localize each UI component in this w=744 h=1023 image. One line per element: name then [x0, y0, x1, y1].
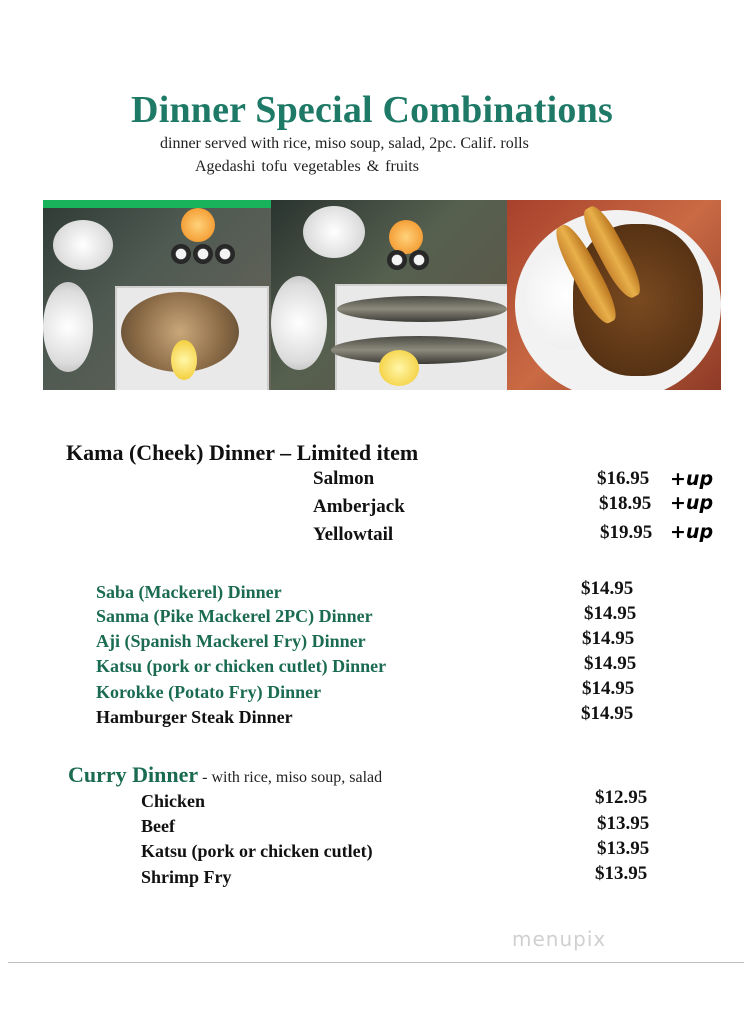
dinner-item-price: $14.95 — [584, 653, 637, 674]
kama-item-name: Yellowtail — [313, 524, 394, 545]
watermark: menupix — [512, 927, 607, 951]
orange-slice — [181, 208, 215, 242]
dinner-item-price: $14.95 — [581, 578, 634, 599]
curry-heading — [68, 762, 382, 788]
photo-curry-dinner — [507, 200, 721, 390]
dinner-item-price: $14.95 — [584, 603, 637, 624]
kama-item-price: $18.95 — [599, 493, 652, 514]
dinner-item-name: Hamburger Steak Dinner — [96, 707, 293, 727]
orange-slice — [389, 220, 423, 254]
kama-item-suffix: +up — [670, 468, 714, 490]
photo-sanma-dinner — [271, 200, 507, 390]
curry-item-price: $13.95 — [597, 813, 650, 834]
page-edge-line — [8, 962, 744, 963]
curry-heading-note: - with rice, miso soup, salad — [198, 769, 383, 786]
dinner-item-name: Sanma (Pike Mackerel 2PC) Dinner — [96, 606, 373, 626]
curry-item-name: Katsu (pork or chicken cutlet) — [141, 841, 373, 861]
rice-bowl — [271, 276, 327, 370]
curry-heading-title: Curry Dinner — [68, 762, 199, 787]
dinner-item-name: Katsu (pork or chicken cutlet) Dinner — [96, 656, 387, 676]
food-photos — [43, 200, 721, 390]
photo-kama-dinner — [43, 200, 271, 390]
dinner-item-name: Aji (Spanish Mackerel Fry) Dinner — [96, 631, 366, 651]
curry-item-name: Shrimp Fry — [141, 867, 232, 887]
tofu-bowl — [53, 220, 113, 270]
dinner-item-price: $14.95 — [581, 703, 634, 724]
curry-item-price: $13.95 — [595, 863, 648, 884]
sanma-fish — [331, 336, 507, 364]
kama-item-name: Amberjack — [313, 496, 405, 517]
dinner-item-price: $14.95 — [582, 678, 635, 699]
kama-item-price: $19.95 — [600, 522, 653, 543]
calif-roll — [171, 244, 191, 264]
kama-item-suffix: +up — [670, 521, 714, 543]
curry-item-price: $13.95 — [597, 838, 650, 859]
subtitle-line-1: dinner served with rice, miso soup, salad, 2pc. Calif. rolls — [160, 135, 529, 152]
tofu-bowl — [303, 206, 365, 258]
dinner-item-price: $14.95 — [582, 628, 635, 649]
lemon-wedge — [171, 340, 197, 380]
curry-item-name: Chicken — [141, 791, 206, 811]
kama-item-price: $16.95 — [597, 468, 650, 489]
sanma-fish — [337, 296, 507, 322]
dinner-item-name: Korokke (Potato Fry) Dinner — [96, 682, 322, 702]
photo-accent-band — [43, 200, 271, 208]
calif-roll — [387, 250, 407, 270]
kama-item-suffix: +up — [670, 492, 714, 514]
rice-bowl — [43, 282, 93, 372]
curry-item-price: $12.95 — [595, 787, 648, 808]
subtitle-line-2: Agedashi tofu vegetables & fruits — [195, 158, 419, 175]
calif-roll — [409, 250, 429, 270]
calif-roll — [215, 244, 235, 264]
kama-heading: Kama (Cheek) Dinner – Limited item — [66, 440, 419, 465]
lemon-wedge — [379, 350, 419, 386]
dinner-item-name: Saba (Mackerel) Dinner — [96, 582, 282, 602]
kama-item-name: Salmon — [313, 468, 375, 489]
calif-roll — [193, 244, 213, 264]
curry-item-name: Beef — [141, 816, 175, 836]
page-title: Dinner Special Combinations — [131, 89, 613, 131]
